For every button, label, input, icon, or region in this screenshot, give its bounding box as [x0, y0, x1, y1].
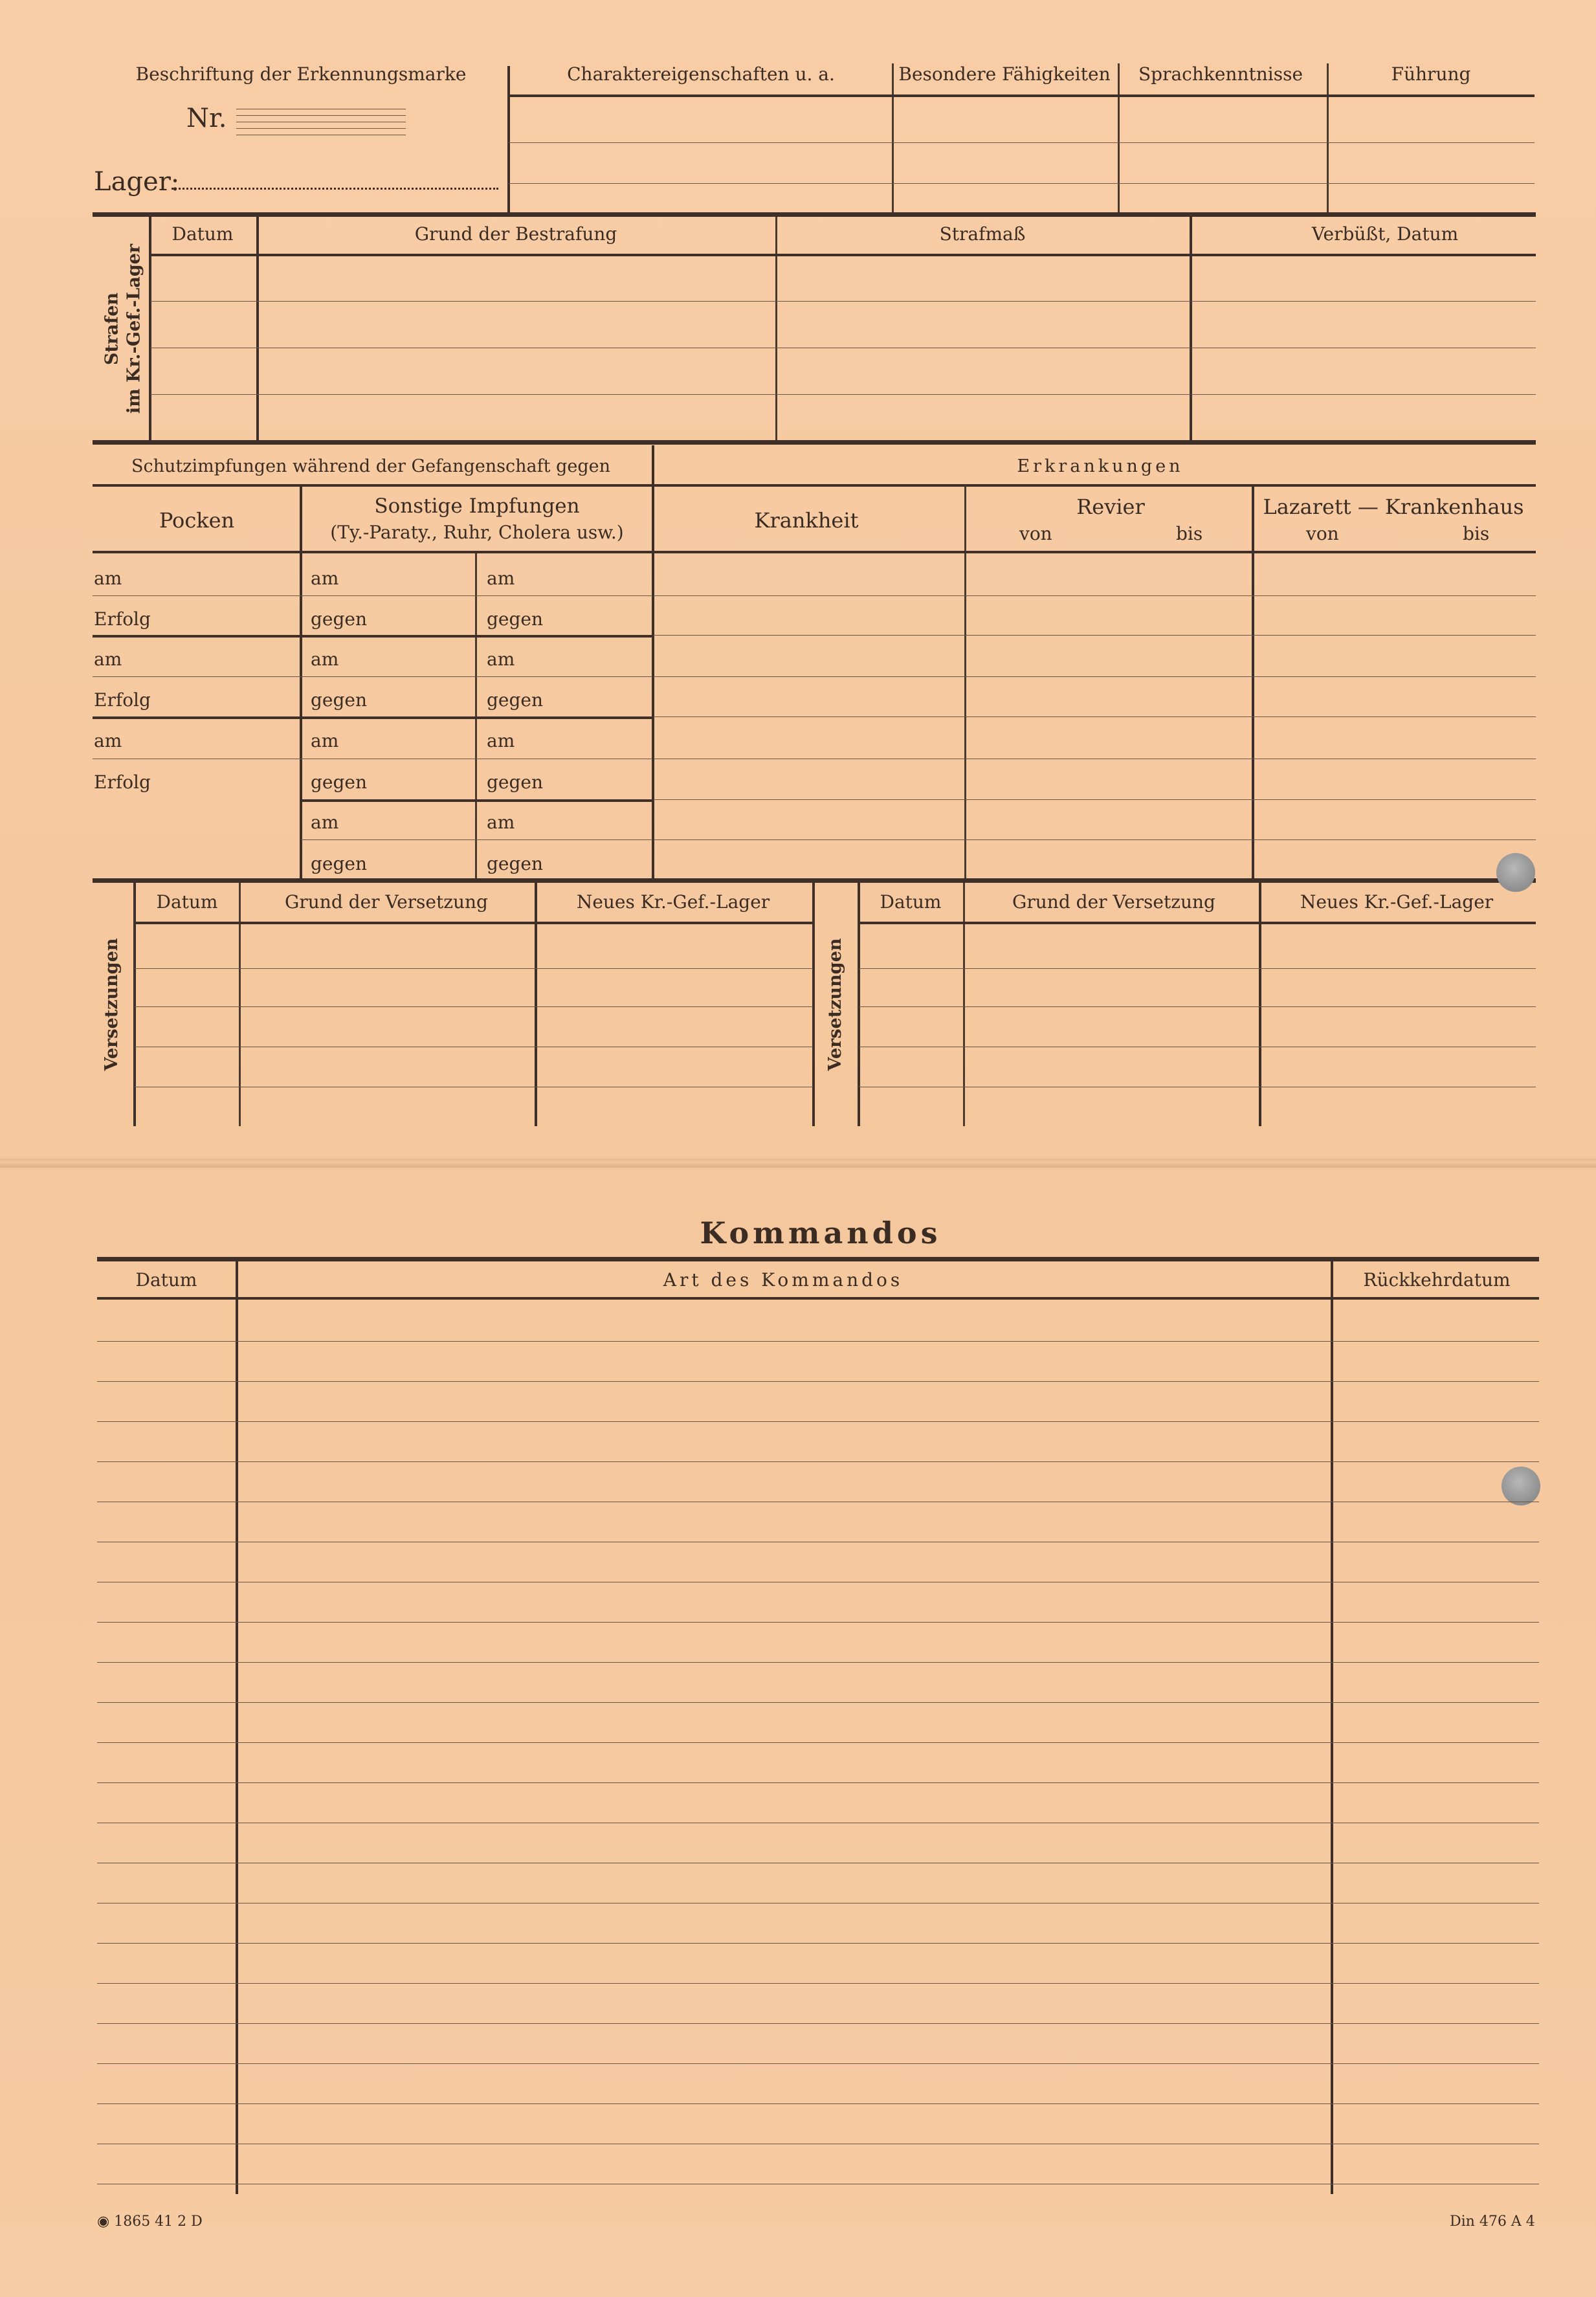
row-line [97, 1702, 1539, 1703]
header-rule [135, 922, 813, 924]
revier-bis: bis [1176, 523, 1203, 544]
strafen-divider [775, 217, 777, 443]
row-line [97, 1341, 1539, 1342]
verbuesst-header: Verbüßt, Datum [1311, 223, 1459, 245]
row-line [97, 1461, 1539, 1462]
sonst-a-gegen-3: gegen [311, 771, 368, 793]
header-rule [859, 922, 1536, 924]
section-rule [93, 878, 1536, 883]
section-rule [97, 1257, 1539, 1261]
lazarett-header: Lazarett — Krankenhaus [1263, 494, 1524, 519]
section-rule [93, 212, 1536, 217]
pocken-am-3: am [94, 730, 122, 751]
sonst-a-am-1: am [311, 568, 339, 589]
row-line [97, 1983, 1539, 1984]
lazarett-bis: bis [1463, 523, 1490, 544]
sonst-a-gegen-2: gegen [311, 689, 368, 711]
row-line [509, 183, 1535, 184]
sonst-b-am-3: am [487, 730, 515, 751]
pocken-erfolg-3: Erfolg [94, 771, 151, 793]
row-line [97, 1782, 1539, 1783]
sonst-a-am-3: am [311, 730, 339, 751]
pocken-header: Pocken [159, 508, 235, 533]
row-line [97, 1742, 1539, 1743]
impf-divider [300, 485, 302, 879]
krankheit-header: Krankheit [754, 508, 859, 533]
kommandos-title: Kommandos [700, 1215, 942, 1250]
erkr-divider [1252, 485, 1254, 879]
vers-divider [133, 883, 136, 1126]
vers-lager-right: Neues Kr.-Gef.-Lager [1300, 891, 1494, 913]
row-line [859, 968, 1536, 969]
versetzungen-side-label-right: Versetzungen [825, 938, 846, 1071]
strafen-grund-header: Grund der Bestrafung [414, 223, 617, 245]
vers-grund-left: Grund der Versetzung [285, 891, 488, 913]
row-line [135, 1006, 813, 1007]
nr-rule [236, 115, 406, 116]
row-line [301, 839, 652, 840]
sonstige-subheader: (Ty.-Paraty., Ruhr, Cholera usw.) [330, 522, 624, 543]
row-line [97, 1943, 1539, 1944]
row-line [654, 595, 1536, 596]
lazarett-von: von [1306, 523, 1339, 544]
kommandos-datum-header: Datum [135, 1269, 197, 1291]
vers-datum-right: Datum [880, 891, 942, 913]
nr-label: Nr. [186, 104, 227, 133]
fold-line [0, 1159, 1596, 1168]
header-divider [892, 63, 894, 214]
vers-divider [1259, 883, 1261, 1126]
row-line [150, 301, 1536, 302]
kommandos-art-header: Art des Kommandos [663, 1269, 903, 1291]
vers-divider [535, 883, 537, 1126]
row-line [135, 968, 813, 969]
vers-datum-left: Datum [156, 891, 218, 913]
header-rule [509, 94, 1535, 97]
header-rule [97, 1297, 1539, 1300]
revier-von: von [1019, 523, 1052, 544]
section-rule [93, 440, 1536, 445]
erkrankungen-header: Erkrankungen [1017, 456, 1184, 476]
header-rule [150, 254, 1536, 256]
header-divider [507, 66, 510, 214]
vers-lager-left: Neues Kr.-Gef.-Lager [576, 891, 770, 913]
row-line [97, 2103, 1539, 2104]
sonstige-header: Sonstige Impfungen [374, 494, 580, 518]
charakter-header: Charaktereigenschaften u. a. [567, 63, 835, 85]
strafen-side-label-2: im Kr.-Gef.-Lager [124, 243, 144, 414]
row-line [150, 394, 1536, 395]
vers-divider [239, 883, 241, 1126]
strafen-datum-header: Datum [172, 223, 234, 245]
sonst-b-gegen-1: gegen [487, 608, 544, 630]
sonst-a-gegen-4: gegen [311, 853, 368, 874]
sonst-b-am-1: am [487, 568, 515, 589]
row-line [509, 142, 1535, 143]
strafmass-header: Strafmaß [939, 223, 1026, 245]
vers-divider [812, 883, 815, 1126]
erkr-divider [964, 485, 966, 879]
strafen-divider [256, 217, 259, 443]
sonst-b-am-4: am [487, 812, 515, 833]
pocken-am-2: am [94, 649, 122, 670]
sonst-b-gegen-2: gegen [487, 689, 544, 711]
row-line [654, 676, 1536, 677]
versetzungen-side-label-left: Versetzungen [102, 938, 122, 1071]
vers-divider [963, 883, 965, 1126]
pocken-am-1: am [94, 568, 122, 589]
header-rule [93, 551, 1536, 553]
row-line [97, 2023, 1539, 2024]
strafen-side-label [101, 244, 145, 414]
sprachkenntnisse-header: Sprachkenntnisse [1138, 63, 1303, 85]
header-divider [1327, 63, 1329, 214]
row-line [859, 1006, 1536, 1007]
row-rule [301, 799, 652, 802]
row-line [93, 676, 652, 677]
row-line [654, 799, 1536, 800]
punch-hole [1496, 853, 1535, 892]
sonst-a-gegen-1: gegen [311, 608, 368, 630]
erkennungsmarke-label: Beschriftung der Erkennungsmarke [135, 63, 467, 85]
row-line [97, 1381, 1539, 1382]
kommandos-rueckkehr-header: Rückkehrdatum [1363, 1269, 1511, 1291]
header-rule [93, 484, 1536, 487]
pocken-erfolg-1: Erfolg [94, 608, 151, 630]
sonst-a-am-2: am [311, 649, 339, 670]
print-mark [97, 2214, 203, 2230]
fuehrung-header: Führung [1391, 63, 1471, 85]
kommandos-divider [236, 1261, 238, 2194]
row-line [97, 1421, 1539, 1422]
din-format: Din 476 A 4 [1450, 2214, 1535, 2230]
vers-grund-right: Grund der Versetzung [1012, 891, 1215, 913]
sonst-a-am-4: am [311, 812, 339, 833]
revier-header: Revier [1076, 494, 1145, 519]
nr-rule [236, 128, 406, 129]
faehigkeiten-header: Besondere Fähigkeiten [898, 63, 1111, 85]
row-line [654, 635, 1536, 636]
row-line [654, 716, 1536, 717]
pocken-erfolg-2: Erfolg [94, 689, 151, 711]
row-line [654, 839, 1536, 840]
strafen-divider [1190, 217, 1192, 443]
header-divider [1118, 63, 1120, 214]
lager-label: Lager: [94, 167, 180, 197]
sonst-b-gegen-4: gegen [487, 853, 544, 874]
impf-divider [652, 445, 654, 879]
row-line [93, 595, 652, 596]
lager-dotted-field [172, 188, 498, 190]
vers-divider [858, 883, 860, 1126]
sonst-b-gegen-3: gegen [487, 771, 544, 793]
kommandos-divider [1331, 1261, 1333, 2194]
sonst-b-am-2: am [487, 649, 515, 670]
row-line [97, 1662, 1539, 1663]
row-rule [93, 635, 652, 638]
row-line [97, 1622, 1539, 1623]
punch-hole [1502, 1467, 1540, 1505]
impfungen-header: Schutzimpfungen während der Gefangenschaft gegen [131, 456, 610, 476]
printer-mark-icon: ◉ [97, 2214, 110, 2230]
row-line [97, 2063, 1539, 2064]
row-rule [93, 716, 652, 719]
print-code: 1865 41 2 D [114, 2214, 203, 2230]
strafen-divider [149, 217, 151, 443]
strafen-side-label-1: Strafen [102, 292, 122, 366]
